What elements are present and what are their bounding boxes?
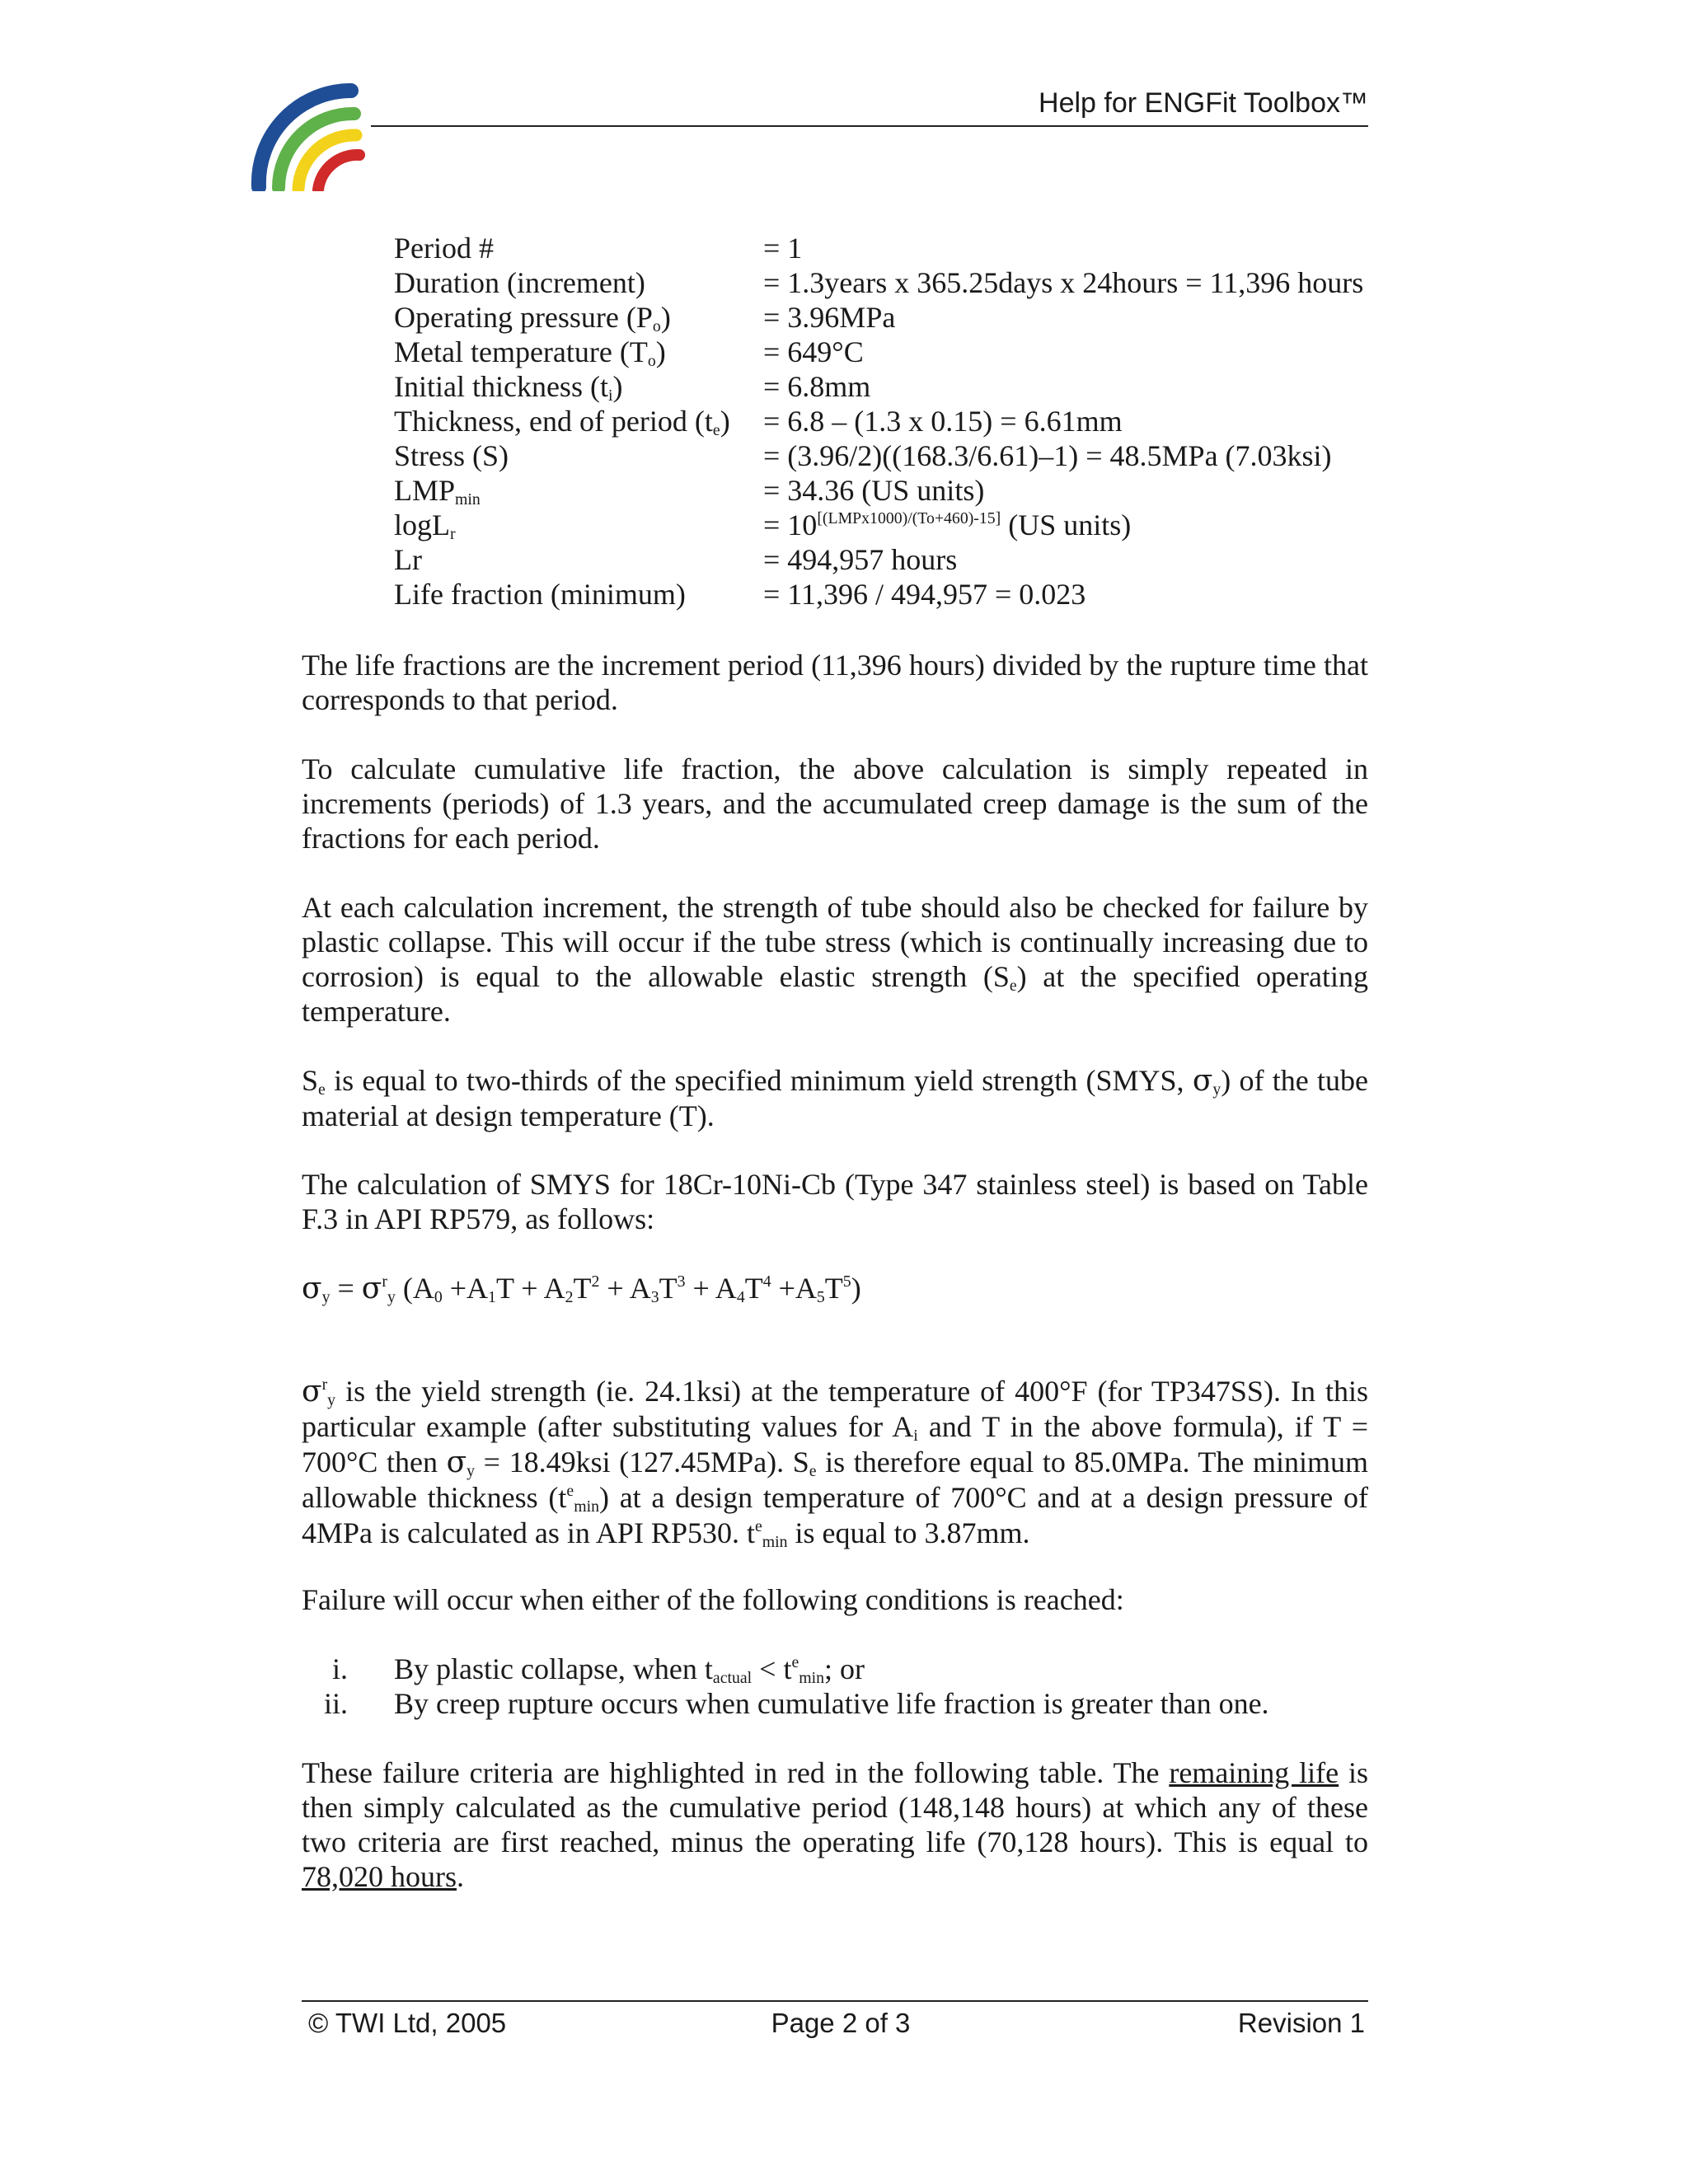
param-label: Thickness, end of period $(t_e)$ — [394, 405, 730, 439]
list-text: By plastic collapse, when $t_{actual} < t^e_{min}$; or — [394, 1652, 865, 1687]
list-number: i. — [331, 1652, 348, 1685]
param-label: Initial thickness $(t_i)$ — [394, 370, 623, 405]
param-label: Duration (increment) — [394, 266, 645, 299]
param-label: logL$_r$ — [394, 509, 456, 543]
twi-logo — [247, 68, 387, 191]
param-value: = 1 — [763, 232, 803, 265]
param-label: Operating pressure $(P_o)$ — [394, 301, 671, 335]
remaining-life-hours-link[interactable]: 78,020 hours — [302, 1860, 457, 1893]
paragraph-se-definition: $S_e$ is equal to two-thirds of the specified minimum yield strength (SMYS, $\sigma_y$) of the tube material at design temperature (T). — [302, 1064, 1368, 1132]
param-value: = (3.96/2)((168.3/6.61)–1) = 48.5MPa (7.03ksi) — [763, 439, 1332, 472]
footer-page-number: Page 2 of 3 — [771, 2008, 911, 2038]
param-label: Stress (S) — [394, 439, 509, 472]
header-title: Help for ENGFit Toolbox™ — [1039, 87, 1368, 119]
footer-revision: Revision 1 — [1237, 2008, 1365, 2038]
paragraph-yield-strength: $\sigma^r_y$ is the yield strength (ie. 24.1ksi) at the temperature of 400°F (for TP347SS). In this particular example (after substituting values for $A_i$ and T in the above formula), if T = 700°C then $\sigma_y = 18.49ksi$ (127.45MPa). $S_e$ is therefore equal to 85.0MPa. The minimum allowable thickness $(t^e_{min})$ at a design temperature of 700°C and at a design pressure of 4MPa is calculated as in API RP530. $t^e_{min}$ is equal to 3.87mm. — [302, 1375, 1368, 1551]
remaining-life-link[interactable]: remaining life — [1169, 1756, 1339, 1789]
footer-rule — [302, 2000, 1368, 2002]
param-value: = 494,957 hours — [763, 543, 958, 576]
param-value: = 6.8mm — [763, 370, 871, 403]
paragraph-plastic-collapse: At each calculation increment, the strength of tube should also be checked for failure by plastic collapse. This will occur if the tube stress (which is continually increasing due to corrosion) is equal to the allowable elastic strength $(S_e)$ at the specified operating temperature. — [302, 891, 1368, 1028]
param-value: = 1.3years x 365.25days x 24hours = 11,396 hours — [763, 266, 1364, 299]
paragraph-remaining-life: These failure criteria are highlighted in red in the following table. The remaining life is then simply calculated as the cumulative period (148,148 hours) at which any of these two criteria are first reached, minus the operating life (70,128 hours). This is equal to 78,020 hours. — [302, 1756, 1369, 1893]
param-label: Lr — [394, 543, 422, 576]
param-value: = 6.8 – (1.3 x 0.15) = 6.61mm — [763, 405, 1123, 438]
param-label: Metal temperature $(T_o)$ — [394, 335, 666, 370]
footer-copyright: © TWI Ltd, 2005 — [308, 2008, 507, 2038]
param-label: Period # — [394, 232, 494, 265]
list-text: By creep rupture occurs when cumulative life fraction is greater than one. — [394, 1687, 1269, 1720]
paragraph-smys-calculation: The calculation of SMYS for 18Cr-10Ni-Cb (Type 347 stainless steel) is based on Table F.3 in API RP579, as follows: — [302, 1168, 1368, 1235]
param-value: = 34.36 (US units) — [763, 474, 985, 507]
header-rule — [371, 125, 1368, 127]
param-label: Life fraction (minimum) — [394, 578, 686, 611]
list-number: ii. — [323, 1687, 348, 1720]
paragraph-failure-conditions: Failure will occur when either of the following conditions is reached: — [302, 1583, 1124, 1616]
logo-arc-red — [318, 155, 359, 190]
paragraph-life-fractions: The life fractions are the increment period (11,396 hours) divided by the rupture time that corresponds to that period. — [302, 649, 1368, 716]
param-value: = 10[(LMPx1000)/(To+460)-15] (US units) — [763, 509, 1132, 541]
paragraph-cumulative-life: To calculate cumulative life fraction, the above calculation is simply repeated in increments (periods) of 1.3 years, and the accumulated creep damage is the sum of the fractions for each period. — [302, 752, 1368, 855]
param-value: = 3.96MPa — [763, 301, 896, 334]
param-value: = 649°C — [763, 335, 864, 368]
param-value: = 11,396 / 494,957 = 0.023 — [763, 578, 1086, 611]
smys-formula: $\sigma_y = \sigma^r_y$ $(A_0 +A_1T + A_2T^2 + A_3T^3 + A_4T^4 +A_5T^5)$ — [302, 1272, 861, 1306]
param-label: $LMP_{min}$ — [394, 474, 481, 509]
